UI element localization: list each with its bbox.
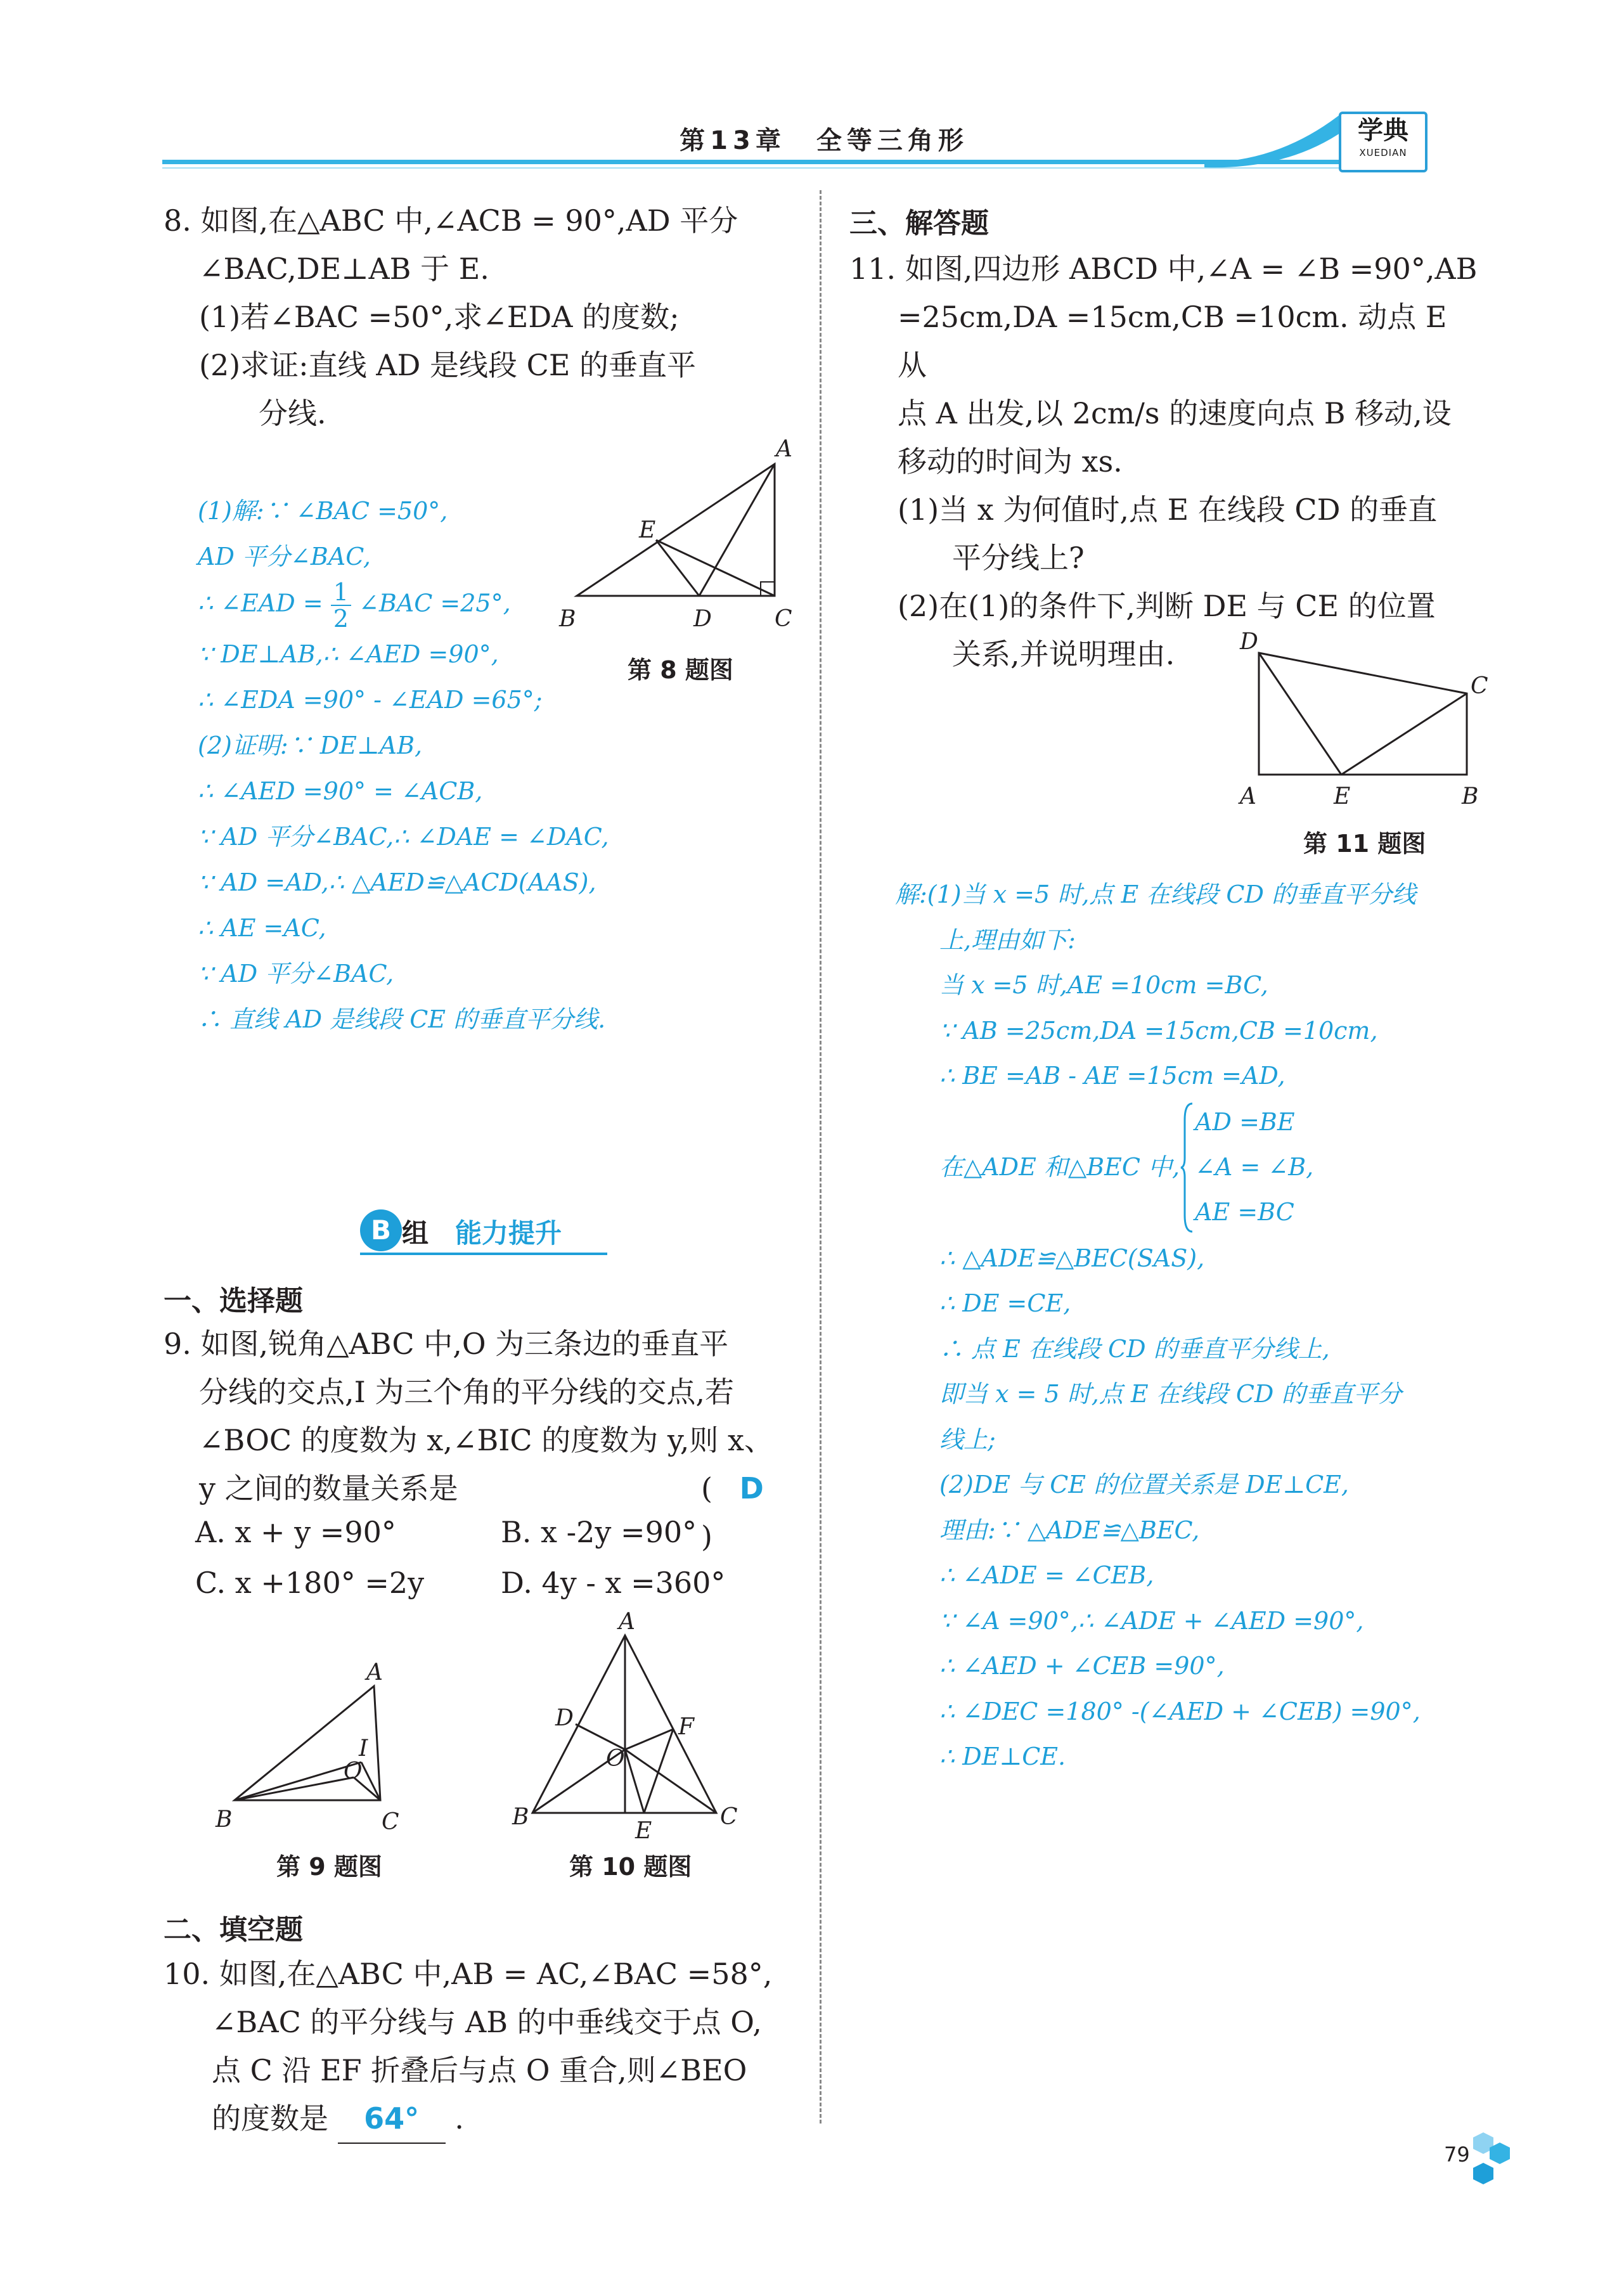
q11-sol-11: 线上;	[939, 1425, 996, 1453]
q11-line1: 11. 如图,四边形 ABCD 中,∠A = ∠B =90°,AB	[849, 252, 1478, 286]
q11-line5: (1)当 x 为何值时,点 E 在线段 CD 的垂直	[898, 493, 1438, 527]
group-badge-letter: B	[360, 1209, 402, 1251]
fig8-line-ed	[656, 540, 699, 596]
q11-sol-13: 理由:∵ △ADE≌△BEC,	[939, 1516, 1200, 1544]
fig10-label-e: E	[635, 1818, 652, 1844]
q9-line3: ∠BOC 的度数为 x,∠BIC 的度数为 y,则 x、	[199, 1423, 773, 1457]
fig9-label-c: C	[382, 1809, 399, 1835]
q8-sol-3-pre: ∴ ∠EAD =	[198, 589, 323, 617]
q8-line5: 分线.	[259, 396, 326, 430]
section-fill-title: 二、填空题	[164, 1914, 303, 1946]
question-8	[164, 197, 797, 437]
question-11	[849, 245, 1483, 678]
q11-sol-6c: AE =BC	[1195, 1198, 1294, 1226]
fig10-label-f: F	[678, 1714, 694, 1740]
q9-answer-paren	[701, 1464, 797, 1561]
q9-line2: 分线的交点,I 为三个角的平分线的交点,若	[199, 1375, 735, 1409]
logo-subtext: XUEDIAN	[1359, 147, 1407, 158]
fig10-label-d: D	[555, 1705, 574, 1731]
figure-11	[1230, 628, 1509, 811]
header-rule	[162, 160, 1341, 164]
q8-sol-5: ∴ ∠EDA =90° - ∠EAD =65°;	[198, 686, 543, 714]
group-badge-underline	[360, 1253, 607, 1255]
logo-text: 学典	[1358, 116, 1408, 145]
paren-open: (	[701, 1471, 712, 1505]
q9-option-c: C. x +180° =2y	[195, 1566, 425, 1600]
fig9-label-i: I	[359, 1736, 368, 1762]
fig9-line-bi	[235, 1762, 361, 1800]
q10-answer-blank: 64°	[338, 2094, 446, 2144]
q8-sol-6: (2)证明:∵ DE⊥AB,	[198, 731, 423, 759]
q11-caption: 第 11 题图	[1303, 830, 1426, 858]
q11-sol-14: ∴ ∠ADE = ∠CEB,	[939, 1561, 1154, 1589]
fig8-line-ad	[699, 464, 775, 596]
q8-sol-1: (1)解:∵ ∠BAC =50°,	[198, 497, 448, 525]
fig8-label-c: C	[775, 606, 792, 632]
section-answer-title: 三、解答题	[849, 207, 989, 240]
q11-sol-4: ∵ AB =25cm,DA =15cm,CB =10cm,	[939, 1016, 1378, 1045]
fig9-label-o: O	[344, 1758, 363, 1784]
q11-solution	[895, 872, 1497, 1780]
q10-line3: 点 C 沿 EF 折叠后与点 O 重合,则∠BEO	[212, 2053, 747, 2087]
q9-line4-text: y 之间的数量关系是	[199, 1471, 458, 1505]
section-choice-title: 一、选择题	[164, 1285, 303, 1317]
q11-sol-6-system	[1195, 1100, 1313, 1235]
fig11-line-ec	[1341, 693, 1467, 775]
q9-option-b: B. x -2y =90°	[501, 1515, 697, 1549]
q11-sol-1: 解:(1)当 x =5 时,点 E 在线段 CD 的垂直平分线	[895, 880, 1416, 908]
q10-line4	[164, 2094, 797, 2144]
q8-line3: (1)若∠BAC =50°,求∠EDA 的度数;	[199, 300, 680, 334]
q8-sol-12: ∴ 直线 AD 是线段 CE 的垂直平分线.	[198, 1005, 606, 1033]
fig8-right-angle	[761, 582, 775, 596]
q10-line4-post: .	[454, 2101, 464, 2136]
header-rule-thin	[162, 167, 1341, 169]
q10-line4-pre: 的度数是	[212, 2101, 328, 2136]
fraction	[331, 579, 351, 631]
q11-line8: 关系,并说明理由.	[952, 637, 1175, 671]
q11-line7: (2)在(1)的条件下,判断 DE 与 CE 的位置	[898, 589, 1436, 623]
q11-sol-3: 当 x =5 时,AE =10cm =BC,	[939, 971, 1268, 999]
fig10-label-c: C	[720, 1804, 738, 1830]
fig10-line-of	[625, 1729, 673, 1750]
q11-sol-6a: AD =BE	[1195, 1108, 1295, 1136]
fig8-triangle	[577, 464, 775, 596]
q10-line1: 10. 如图,在△ABC 中,AB = AC,∠BAC =58°,	[164, 1957, 773, 1991]
q11-sol-18: ∴ DE⊥CE.	[939, 1743, 1066, 1770]
q8-sol-9: ∵ AD =AD,∴ △AED≌△ACD(AAS),	[198, 868, 596, 896]
chapter-title: 第13章 全等三角形	[680, 126, 969, 155]
q11-sol-6b: ∠A = ∠B,	[1195, 1153, 1314, 1181]
fig8-label-b: B	[559, 606, 576, 632]
brace-icon	[1180, 1101, 1195, 1234]
q11-sol-7: ∴ △ADE≌△BEC(SAS),	[939, 1244, 1205, 1272]
fig9-line-ic	[361, 1762, 380, 1800]
q8-line1: 8. 如图,在△ABC 中,∠ACB = 90°,AD 平分	[164, 203, 738, 238]
q11-line6: 平分线上?	[952, 541, 1085, 575]
header-swoosh	[1204, 112, 1344, 170]
q11-sol-17: ∴ ∠DEC =180° -(∠AED + ∠CEB) =90°,	[939, 1697, 1421, 1725]
fig11-line-de	[1259, 653, 1341, 775]
q11-line3: 点 A 出发,以 2cm/s 的速度向点 B 移动,设	[898, 396, 1452, 430]
fig10-label-o: O	[606, 1746, 625, 1772]
fig10-line-oe	[625, 1750, 644, 1813]
q11-line4: 移动的时间为 xs.	[898, 444, 1123, 479]
q11-sol-2: 上,理由如下:	[939, 925, 1076, 954]
figure-8	[545, 425, 811, 640]
q11-sol-6	[895, 1099, 1497, 1236]
fig11-label-a: A	[1240, 783, 1256, 809]
q11-sol-15: ∵ ∠A =90°,∴ ∠ADE + ∠AED =90°,	[939, 1606, 1364, 1635]
q11-sol-6-pre: 在△ADE 和△BEC 中,	[939, 1152, 1180, 1181]
column-divider	[820, 190, 822, 2124]
q8-sol-8: ∵ AD 平分∠BAC,∴ ∠DAE = ∠DAC,	[198, 823, 609, 851]
fig8-label-e: E	[639, 517, 656, 543]
fig10-line-ef	[644, 1729, 673, 1813]
q9-option-d: D. 4y - x =360°	[501, 1566, 726, 1600]
fig11-label-c: C	[1471, 673, 1488, 699]
q8-sol-3-post: ∠BAC =25°,	[359, 589, 511, 617]
fig11-label-d: D	[1240, 629, 1258, 655]
q11-sol-9: ∴ 点 E 在线段 CD 的垂直平分线上,	[939, 1334, 1330, 1363]
q8-sol-4: ∵ DE⊥AB,∴ ∠AED =90°,	[198, 640, 499, 668]
q9-line1: 9. 如图,锐角△ABC 中,O 为三条边的垂直平	[164, 1327, 729, 1361]
q9-option-a: A. x + y =90°	[195, 1515, 396, 1549]
q11-line2: =25cm,DA =15cm,CB =10cm. 动点 E 从	[898, 300, 1447, 382]
q8-sol-11: ∵ AD 平分∠BAC,	[198, 960, 394, 988]
fig9-label-b: B	[216, 1807, 233, 1833]
q10-line2: ∠BAC 的平分线与 AB 的中垂线交于点 O,	[212, 2005, 762, 2039]
group-badge-zu: 组	[402, 1218, 429, 1249]
figure-9	[209, 1661, 475, 1838]
fig10-label-b: B	[512, 1804, 529, 1830]
fraction-numerator: 1	[331, 579, 351, 606]
q11-sol-8: ∴ DE =CE,	[939, 1289, 1071, 1317]
fig9-label-a: A	[366, 1661, 383, 1685]
paren-close: )	[701, 1519, 712, 1554]
fig8-line-ec	[656, 540, 775, 596]
q11-sol-10: 即当 x = 5 时,点 E 在线段 CD 的垂直平分	[939, 1380, 1402, 1408]
fig9-line-bo	[235, 1777, 354, 1800]
q8-sol-2: AD 平分∠BAC,	[198, 543, 371, 570]
fig11-label-e: E	[1334, 783, 1351, 809]
q8-sol-7: ∴ ∠AED =90° = ∠ACB,	[198, 777, 483, 805]
q11-sol-5: ∴ BE =AB - AE =15cm =AD,	[939, 1062, 1286, 1090]
q9-caption: 第 9 题图	[276, 1853, 382, 1881]
q8-sol-10: ∴ AE =AC,	[198, 914, 326, 942]
q10-fig-caption: 第 10 题图	[569, 1853, 692, 1881]
question-10	[164, 1950, 797, 2144]
q8-line4: (2)求证:直线 AD 是线段 CE 的垂直平	[199, 348, 697, 382]
figure-10	[501, 1604, 767, 1845]
q11-sol-16: ∴ ∠AED + ∠CEB =90°,	[939, 1652, 1225, 1680]
group-badge-title: 能力提升	[455, 1218, 562, 1249]
fig11-label-b: B	[1462, 783, 1479, 809]
fig10-label-a: A	[619, 1609, 635, 1635]
fig10-line-oc	[625, 1750, 716, 1813]
q9-answer: D	[739, 1471, 764, 1505]
q11-sol-12: (2)DE 与 CE 的位置关系是 DE⊥CE,	[939, 1471, 1350, 1498]
q8-line2: ∠BAC,DE⊥AB 于 E.	[199, 252, 489, 286]
page-number: 79	[1444, 2143, 1470, 2167]
fraction-denominator: 2	[333, 605, 349, 633]
fig8-label-a: A	[776, 436, 792, 462]
q8-caption: 第 8 题图	[628, 656, 733, 684]
fig8-label-d: D	[693, 606, 712, 632]
brand-logo	[1339, 112, 1427, 172]
